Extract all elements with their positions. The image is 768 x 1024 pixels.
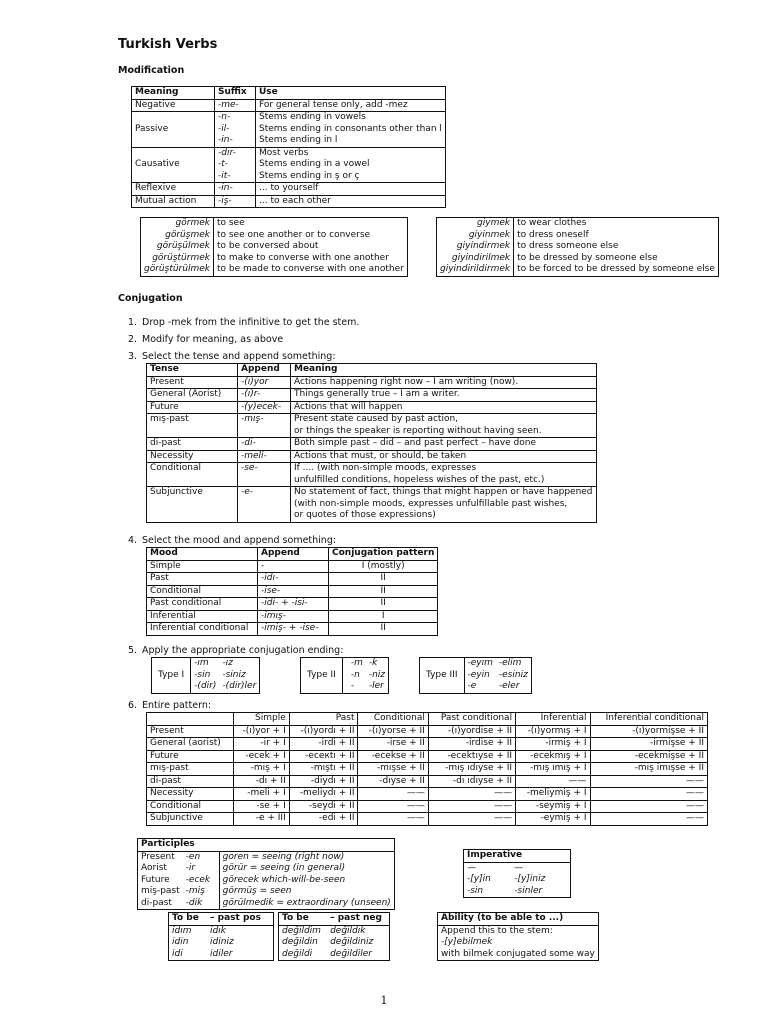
table-row: Inferential -imış- I (147, 610, 438, 623)
page-number: 1 (380, 994, 388, 1007)
table-row: Past -idı- II (147, 573, 438, 586)
imperative-table: Imperative — — -[y]in -[y]iniz -sin -sinler (463, 849, 571, 898)
pattern-table: Simple Past Conditional Past conditional Inferential Inferential conditional Present -(ı)yor + I -(ı)yordı + II -(ı)yorse + II -(ı)yordise + II -(ı)yormış + I -(ı)yormişse + II General (aorist) -ir + I -irdi + II -irse + II -irdise + II -irmiş + I -irmişse + II Future -ecek + I -eceкtı + II -ecekse + II -ecektıyse + II -ecekmış + I -ecekmişse + II mış-past -mış + I -mıştı + II -mışse + II -mış ıdıyse + II -mış ımış + I -mış imışse + II di-past -dı + II -diydı + II -dıyse + II -dı ıdıyse + II —— —— Necessity -meli + I -meliydı + II —— —— -meliymiş + I —— Conditional -se + I -seydi + II —— —— -seymiş + I —— Subjunctive -e + III -edi + II —— —— -eymiş + I —— (146, 712, 708, 826)
table-row: görüşmek to see one another or to converse (141, 230, 408, 242)
step-3: 3. Select the tense and append something: (128, 351, 336, 362)
table-row: Inferential conditional -imiş- + -ise- II (147, 623, 438, 636)
page-title: Turkish Verbs (118, 37, 218, 52)
table-row: görmek to see (141, 218, 408, 230)
table-row: Reflexive -in- ... to yourself (132, 183, 446, 196)
table-row: Mutual action -iş- ... to each other (132, 195, 446, 208)
table-row: Conditional -ise- II (147, 585, 438, 598)
table-row: giyindirildirmek to be forced to be dressed by someone else (437, 264, 719, 276)
ending-type-3: Type III -eyım -elim -eyin -esiniz -e -eler (419, 657, 532, 694)
table-row: Passive -n- Stems ending in vowels (132, 112, 446, 124)
table-row: miş-past -miş görmüş = seen (141, 886, 292, 896)
ability-table: Ability (to be able to ...) Append this to the stem: -[y]ebilmek with bilmek conjugated some way (437, 912, 599, 961)
table-row: idi idiler (172, 948, 233, 959)
participles-table: Participles Present -en goren = seeing (right now) Aorist -ir görür = seeing (in general) Future -ecek görecek which-will-be-seen miş-past -miş görmüş = seen di-past -dik görülmedik = extraordinary (unseen) (137, 838, 395, 910)
table-row: di-past -di- Both simple past – did – and past perfect – have done (147, 438, 597, 451)
col-meaning: Meaning (132, 87, 215, 100)
table-row: değildim değildık (282, 925, 366, 936)
step-6: 6. Entire pattern: (128, 700, 212, 711)
table-row: -il- Stems ending in consonants other than l (132, 124, 446, 136)
table-row: giyindirmek to dress someone else (437, 241, 719, 253)
table-row: -t- Stems ending in a vowel (132, 159, 446, 171)
table-row: Necessity -meli- Actions that must, or should, be taken (147, 450, 597, 463)
table-row: Present -en goren = seeing (right now) (141, 851, 345, 862)
table-row: Past conditional -idi- + -isi- II (147, 598, 438, 611)
table-row: General (Aorist) -(ı)r- Things generally true – I am a writer. (147, 389, 597, 402)
table-row: Subjunctive -e + III -edi + II —— —— -eymiş + I —— (147, 813, 708, 826)
table-row: mış-past -mış- Present state caused by past action, or things the speaker is reporting without having seen. (147, 414, 597, 438)
table-row: Aorist -ir görür = seeing (in general) (141, 863, 346, 873)
to-be-past-neg-table: To be – past neg değildim değildık değildin değildiniz değildi değildiler (278, 912, 390, 961)
table-row: Necessity -meli + I -meliydı + II —— —— -meliymiş + I —— (147, 788, 708, 801)
table-row: — — (467, 862, 524, 873)
table-row: Simple - I (mostly) (147, 560, 438, 573)
table-row: Future -ecek görecek which-will-be-seen (141, 874, 346, 885)
table-row: Present -(ı)yor Actions happening right now – I am writing (now). (147, 376, 597, 389)
mood-table: Mood Append Conjugation pattern Simple - I (mostly) Past -idı- II Conditional -ise- II Past conditional -idi- + -isi- II Inferential -imış- I Inferential conditional -imiş- + -ise- II (146, 547, 438, 636)
col-suffix: Suffix (215, 87, 256, 100)
table-row: di-past -dik görülmedik = extraordinary (unseen) (141, 897, 391, 908)
modification-table (131, 86, 446, 208)
to-be-past-pos-table: To be – past pos idım idık idin idiniz idi idiler (168, 912, 274, 961)
table-row: Conditional -se + I -seydi + II —— —— -seymiş + I —— (147, 800, 708, 813)
col-use: Use (259, 87, 278, 97)
step-1: 1. Drop -mek from the infinitive to get the stem. (128, 317, 360, 328)
table-row: değildi değildiler (282, 948, 372, 959)
step-2: 2. Modify for meaning, as above (128, 334, 284, 345)
table-row: Conditional -se- If .... (with non-simple moods, expresses unfulfilled conditions, hopeless wishes of the past, etc.) (147, 463, 597, 487)
modification-example-left (140, 217, 408, 277)
table-row: idin idiniz (172, 937, 234, 947)
table-row: Present -(ı)yor + I -(ı)yordı + II -(ı)yorse + II -(ı)yordise + II -(ı)yormış + I -(ı)yormişse + II (147, 725, 708, 738)
table-row: giyindirilmek to be dressed by someone else (437, 253, 719, 265)
ending-type-1: Type I -ım -ız -sin -siniz -(dir) -(dir)ler (151, 657, 260, 694)
table-row: Subjunctive -e- No statement of fact, things that might happen or have happened (with non-simple moods, expresses unfulfillable past wishes, or quotes of those expressions) (147, 487, 597, 523)
table-row: Future -(y)ecek- Actions that will happen (147, 401, 597, 414)
table-row: -[y]in -[y]iniz (467, 874, 546, 884)
conjugation-heading: Conjugation (118, 293, 183, 304)
table-row: di-past -dı + II -diydı + II -dıyse + II -dı ıdıyse + II —— —— (147, 775, 708, 788)
modification-heading: Modification (118, 65, 185, 76)
table-row: General (aorist) -ir + I -irdi + II -irse + II -irdise + II -irmiş + I -irmişse + II (147, 738, 708, 751)
step-4: 4. Select the mood and append something: (128, 535, 337, 546)
ability-note: with bilmek conjugated some way (441, 948, 595, 959)
tense-table: Tense Append Meaning Present -(ı)yor Actions happening right now – I am writing (now). General (Aorist) -(ı)r- Things generally true – I am a writer. Future -(y)ecek- Actions that will happen mış-past -mış- Present state caused by past action, or things the speaker is reporting without having seen. di-past -di- Both simple past – did – and past perfect – have done Necessity -meli- Actions that must, or should, be taken Conditional -se- If .... (with non-simple moods, expresses unfulfilled conditions, hopeless wishes of the past, etc.) Subjunctive -e- No statement of fact, things that might happen or have happened (with non-simple moods, expresses unfulfillable past wishes, or quotes of those expressions) (146, 363, 597, 523)
table-row: giyinmek to dress oneself (437, 230, 719, 242)
table-row: giymek to wear clothes (437, 218, 719, 230)
table-row: Causative -dır- Most verbs (132, 147, 446, 159)
table-row: görüştürülmek to be made to converse with one another (141, 264, 408, 276)
table-row: Negative -me- For general tense only, add -mez (132, 99, 446, 112)
table-row: görüştürmek to make to converse with one another (141, 253, 408, 265)
modification-example-right (436, 217, 719, 277)
table-row: -in- Stems ending in l (132, 135, 446, 147)
ending-type-2: Type II -m -k -n -niz - -ler (300, 657, 389, 694)
table-row: idım idık (172, 925, 226, 936)
table-row: mış-past -mış + I -mıştı + II -mışse + II -mış ıdıyse + II -mış ımış + I -mış imışse + II (147, 763, 708, 776)
table-row: -sin -sinler (467, 885, 543, 896)
step-5: 5. Apply the appropriate conjugation ending: (128, 645, 344, 656)
table-row: -it- Stems ending in ş or ç (132, 171, 446, 183)
table-row: değildin değildiniz (282, 937, 374, 947)
table-row: görüşülmek to be conversed about (141, 241, 408, 253)
table-row: Future -ecek + I -eceкtı + II -ecekse + II -ecektıyse + II -ecekmış + I -ecekmişse + II (147, 750, 708, 763)
